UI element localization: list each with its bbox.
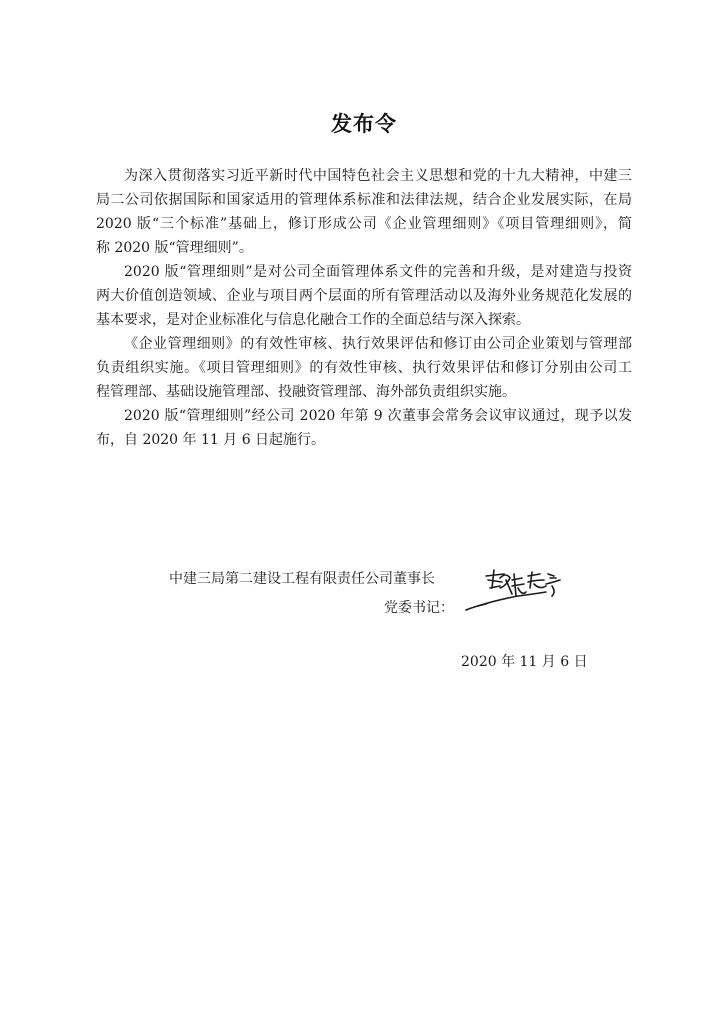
paragraph-line: 负责组织实施。《项目管理细则》的有效性审核、执行效果评估和修订分别由公司工 [96,360,632,376]
paragraph-line: 基本要求，是对企业标准化与信息化融合工作的全面总结与深入探索。 [96,312,530,328]
paragraph-1 [96,164,632,260]
paragraph-line: 两大价值创造领域、企业与项目两个层面的所有管理活动以及海外业务规范化发展的 [96,288,632,304]
paragraph-line: 2020 版“管理细则”经公司 2020 年第 9 次董事会常务会议审议通过，现予以发 [124,408,632,424]
paragraph-line: 布，自 2020 年 11 月 6 日起施行。 [96,432,326,448]
paragraph-line: 称 2020 版“管理细则”。 [96,240,253,256]
paragraph-4 [96,404,632,452]
paragraph-line: 2020 版“管理细则”是对公司全面管理体系文件的完善和升级，是对建造与投资 [124,264,632,280]
paragraph-line: 2020 版“三个标准”基础上，修订形成公司《企业管理细则》《项目管理细则》，简 [96,216,632,232]
paragraph-3 [96,332,632,404]
signatory-party-title: 党委书记： [384,600,454,616]
paragraph-line: 程管理部、基础设施管理部、投融资管理部、海外部负责组织实施。 [96,384,516,400]
paragraph-line: 为深入贯彻落实习近平新时代中国特色社会主义思想和党的十九大精神，中建三 [124,168,632,184]
document-date: 2020 年 11 月 6 日 [461,654,588,670]
paragraph-line: 局二公司依据国际和国家适用的管理体系标准和法律法规，结合企业发展实际，在局 [96,192,632,208]
paragraph-line: 《企业管理细则》的有效性审核、执行效果评估和修订由公司企业策划与管理部 [124,336,632,352]
handwritten-signature [456,566,576,616]
document-title: 发布令 [331,112,397,136]
paragraph-2 [96,260,632,332]
document-body [96,164,632,452]
signatory-organization-title: 中建三局第二建设工程有限责任公司董事长 [169,571,435,587]
